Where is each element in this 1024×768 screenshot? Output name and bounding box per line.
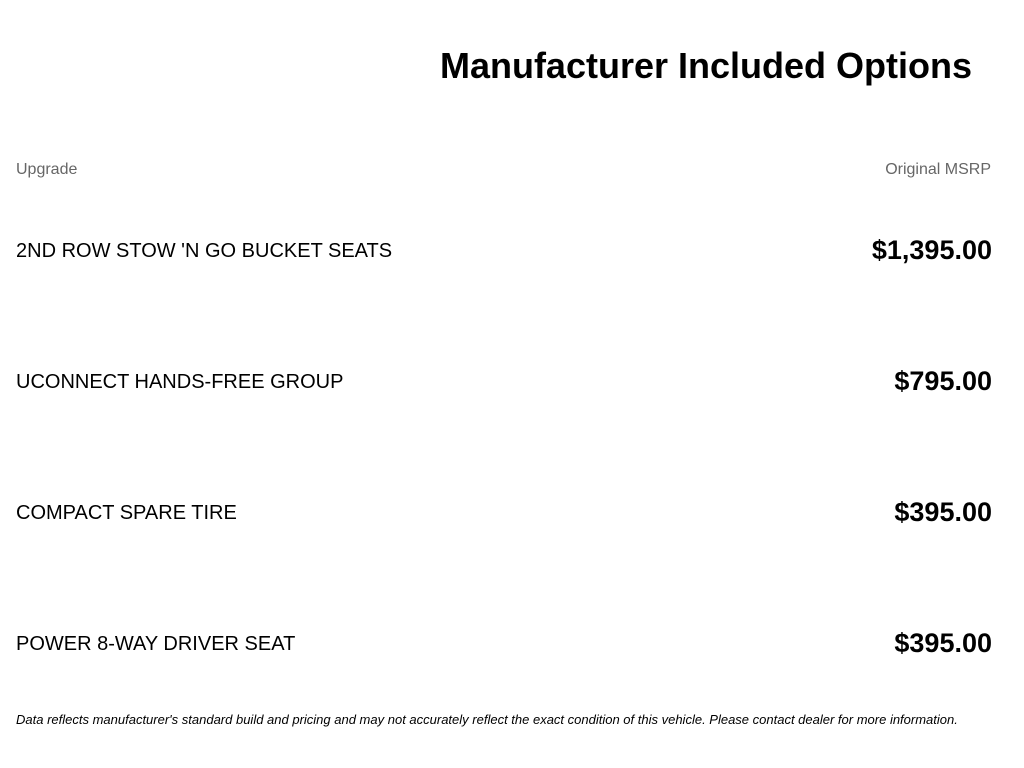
option-name: 2ND ROW STOW 'N GO BUCKET SEATS <box>16 240 393 262</box>
option-name: COMPACT SPARE TIRE <box>16 502 237 524</box>
option-name: UCONNECT HANDS-FREE GROUP <box>16 371 344 393</box>
page-title: Manufacturer Included Options <box>439 45 972 86</box>
msrp-column-header: Original MSRP <box>885 161 991 178</box>
option-price: $1,395.00 <box>871 235 992 265</box>
option-price: $795.00 <box>894 366 992 396</box>
option-name: POWER 8-WAY DRIVER SEAT <box>16 633 296 655</box>
option-price: $395.00 <box>894 628 992 658</box>
upgrade-column-header: Upgrade <box>16 161 78 178</box>
option-row <box>16 351 992 482</box>
option-price: $395.00 <box>894 497 992 527</box>
option-row <box>16 220 992 351</box>
disclaimer-text: Data reflects manufacturer's standard build and pricing and may not accurately reflect the exact condition of this vehicle. Please contact dealer for more information. <box>16 712 958 727</box>
options-list <box>16 220 992 744</box>
option-row <box>16 482 992 613</box>
